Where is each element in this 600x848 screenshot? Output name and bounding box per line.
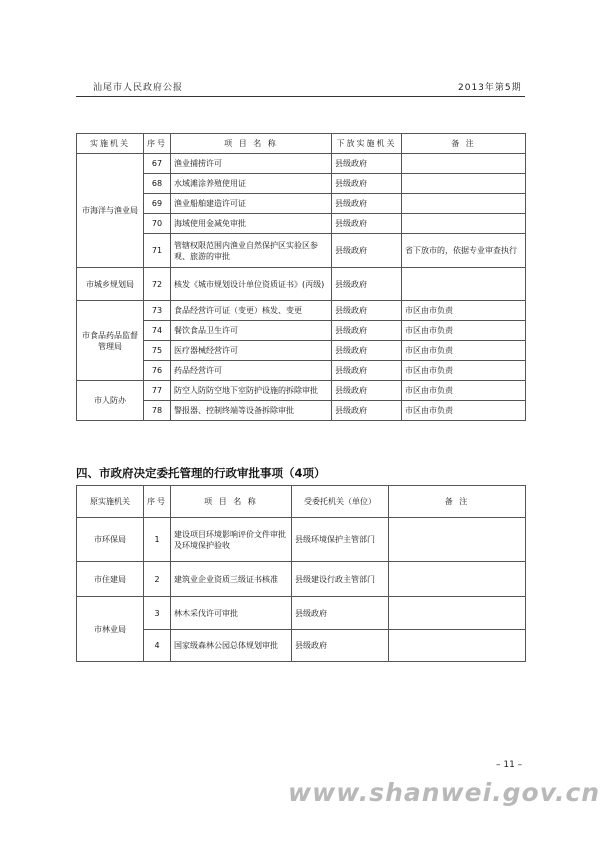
item-note: 市区由市负责	[402, 341, 526, 361]
column-header: 实施机关	[77, 134, 144, 154]
issue-number: 2013年第5期	[458, 83, 522, 93]
item-number: 2	[144, 562, 171, 597]
table-header-row	[77, 134, 526, 154]
item-name: 防空人防防空地下室防护设施的拆除审批	[171, 381, 332, 401]
item-name: 食品经营许可证（变更）核发、变更	[171, 301, 332, 321]
entrusted-body: 县级政府	[292, 597, 389, 630]
table-row	[77, 154, 526, 174]
delegated-level: 县级政府	[332, 234, 402, 268]
entrusted-body: 县级环境保护主管部门	[292, 518, 389, 562]
table-row	[77, 321, 526, 341]
agency-cell: 市海洋与渔业局	[77, 154, 144, 268]
item-number: 1	[144, 518, 171, 562]
delegated-level: 县级政府	[332, 381, 402, 401]
item-note	[402, 268, 526, 301]
agency-cell: 市城乡规划局	[77, 268, 144, 301]
entrusted-items-table	[76, 485, 526, 662]
item-name: 管辖权限范围内渔业自然保护区实验区参观、旅游的审批	[171, 234, 332, 268]
agency-cell: 市住建局	[77, 562, 144, 597]
item-number: 69	[144, 194, 171, 214]
item-name: 水域滩涂养殖使用证	[171, 174, 332, 194]
item-name: 海域使用金减免审批	[171, 214, 332, 234]
section-title: 四、市政府决定委托管理的行政审批事项（4项）	[76, 466, 326, 480]
site-watermark: www.shanwei.gov.cn	[288, 778, 600, 807]
table-row	[77, 630, 526, 662]
item-note: 市区由市负责	[402, 361, 526, 381]
agency-cell: 市食品药品监督管理局	[77, 301, 144, 381]
delegated-level: 县级政府	[332, 401, 402, 421]
item-note: 省下放市的，依据专业审查执行	[402, 234, 526, 268]
item-note	[389, 562, 526, 597]
delegated-level: 县级政府	[332, 194, 402, 214]
table-row	[77, 234, 526, 268]
table-header-row	[77, 486, 526, 518]
entrusted-body: 县级建设行政主管部门	[292, 562, 389, 597]
table-row	[77, 194, 526, 214]
item-name: 建筑业企业资质三级证书核准	[171, 562, 292, 597]
item-name: 餐饮食品卫生许可	[171, 321, 332, 341]
delegated-level: 县级政府	[332, 174, 402, 194]
item-note	[389, 518, 526, 562]
agency-cell: 市林业局	[77, 597, 144, 662]
publication-title: 汕尾市人民政府公报	[93, 83, 184, 93]
table-row	[77, 597, 526, 630]
item-note	[389, 597, 526, 630]
delegated-level: 县级政府	[332, 154, 402, 174]
item-name: 国家级森林公园总体规划审批	[171, 630, 292, 662]
item-number: 67	[144, 154, 171, 174]
item-number: 71	[144, 234, 171, 268]
table-row	[77, 341, 526, 361]
item-name: 药品经营许可	[171, 361, 332, 381]
item-name: 医疗器械经营许可	[171, 341, 332, 361]
table-row	[77, 301, 526, 321]
delegated-level: 县级政府	[332, 268, 402, 301]
column-header: 备 注	[389, 486, 526, 518]
item-note	[402, 194, 526, 214]
item-number: 3	[144, 597, 171, 630]
agency-cell: 市环保局	[77, 518, 144, 562]
table-row	[77, 214, 526, 234]
approval-items-table	[76, 133, 526, 421]
item-note: 市区由市负责	[402, 321, 526, 341]
page-number: – 11 –	[496, 760, 523, 770]
item-note	[402, 214, 526, 234]
item-number: 68	[144, 174, 171, 194]
item-name: 渔业船舶建造许可证	[171, 194, 332, 214]
delegated-level: 县级政府	[332, 321, 402, 341]
item-number: 76	[144, 361, 171, 381]
item-number: 74	[144, 321, 171, 341]
table-row	[77, 361, 526, 381]
column-header: 项 目 名 称	[171, 486, 292, 518]
item-number: 72	[144, 268, 171, 301]
delegated-level: 县级政府	[332, 214, 402, 234]
item-note	[389, 630, 526, 662]
item-number: 70	[144, 214, 171, 234]
table-row	[77, 562, 526, 597]
column-header: 序号	[144, 134, 171, 154]
item-name: 林木采伐许可审批	[171, 597, 292, 630]
table-row	[77, 381, 526, 401]
agency-cell: 市人防办	[77, 381, 144, 421]
item-number: 75	[144, 341, 171, 361]
item-name: 建设项目环境影响评价文件审批及环境保护验收	[171, 518, 292, 562]
column-header: 序号	[144, 486, 171, 518]
column-header: 备 注	[402, 134, 526, 154]
item-number: 78	[144, 401, 171, 421]
table-row	[77, 174, 526, 194]
delegated-level: 县级政府	[332, 361, 402, 381]
header-divider	[76, 96, 525, 97]
table-row	[77, 518, 526, 562]
delegated-level: 县级政府	[332, 341, 402, 361]
item-note	[402, 154, 526, 174]
column-header: 项 目 名 称	[171, 134, 332, 154]
column-header: 原实施机关	[77, 486, 144, 518]
item-note: 市区由市负责	[402, 381, 526, 401]
item-name: 渔业捕捞许可	[171, 154, 332, 174]
item-name: 核发《城市规划设计单位资质证书》(丙级)	[171, 268, 332, 301]
item-number: 4	[144, 630, 171, 662]
table-row	[77, 401, 526, 421]
item-note: 市区由市负责	[402, 401, 526, 421]
delegated-level: 县级政府	[332, 301, 402, 321]
item-number: 77	[144, 381, 171, 401]
item-number: 73	[144, 301, 171, 321]
item-note: 市区由市负责	[402, 301, 526, 321]
item-note	[402, 174, 526, 194]
column-header: 下放实施机关	[332, 134, 402, 154]
entrusted-body: 县级政府	[292, 630, 389, 662]
item-name: 警报器、控制终端等设备拆除审批	[171, 401, 332, 421]
table-row	[77, 268, 526, 301]
column-header: 受委托机关（单位）	[292, 486, 389, 518]
